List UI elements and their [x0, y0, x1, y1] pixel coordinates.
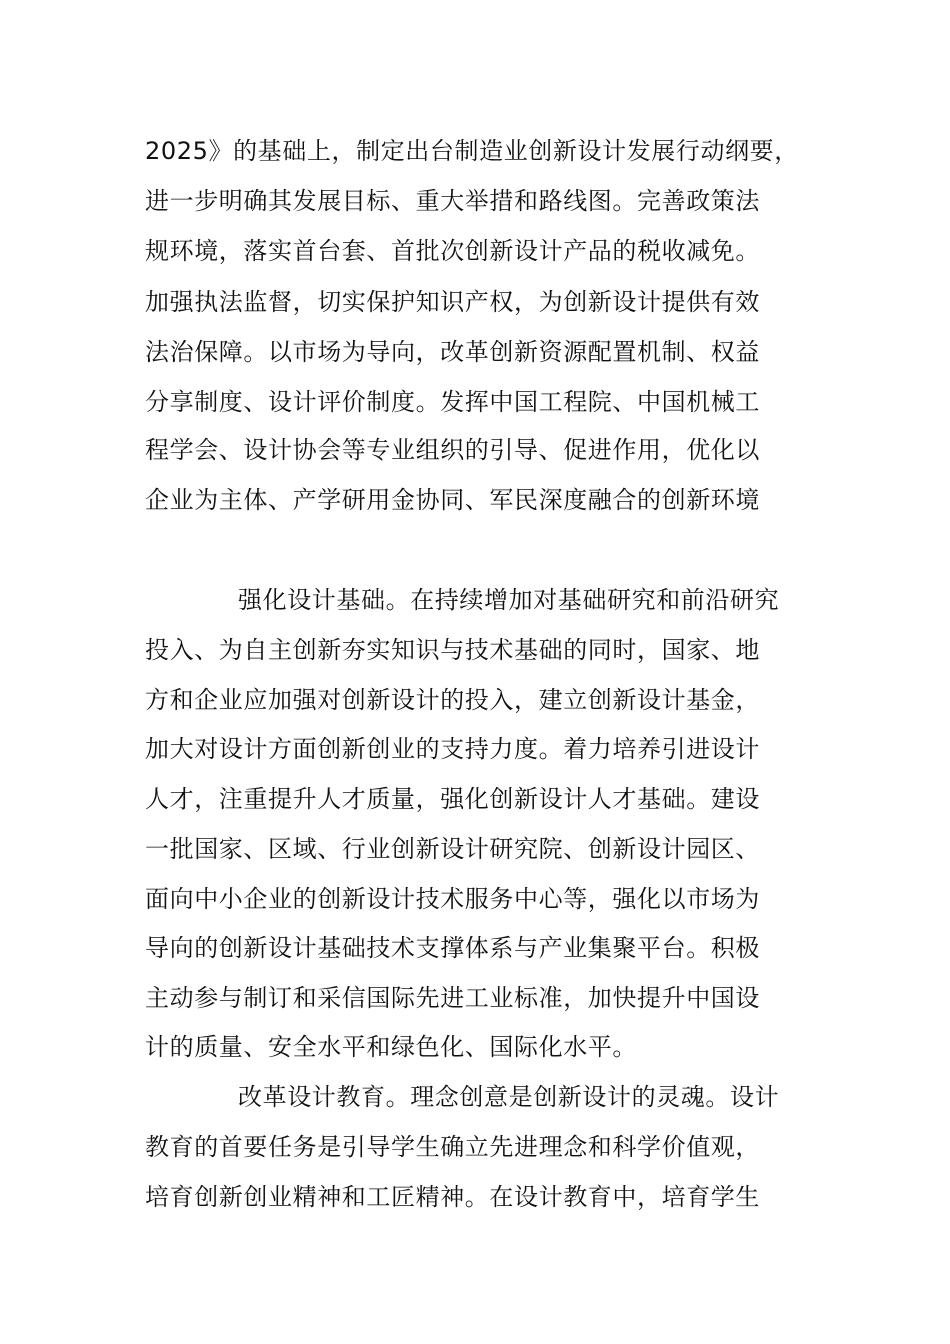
paragraph-2-line-1: 强化设计基础。在持续增加对基础研究和前沿研究: [238, 586, 780, 614]
paragraph-3-line-3: 培育创新创业精神和工匠精神。在设计教育中，培育学生: [145, 1183, 760, 1211]
paragraph-2-line-7: 面向中小企业的创新设计技术服务中心等，强化以市场为: [145, 885, 760, 913]
paragraph-1-line-4: 加强执法监督，切实保护知识产权，为创新设计提供有效: [145, 288, 760, 316]
paragraph-2-line-5: 人才，注重提升人才质量，强化创新设计人才基础。建设: [145, 785, 760, 813]
paragraph-2-line-8: 导向的创新设计基础技术支撑体系与产业集聚平台。积极: [145, 934, 760, 962]
paragraph-1-line-7: 程学会、设计协会等专业组织的引导、促进作用，优化以: [145, 436, 760, 464]
paragraph-2-line-2: 投入、为自主创新夯实知识与技术基础的同时，国家、地: [145, 636, 760, 664]
paragraph-2-line-10: 计的质量、安全水平和绿色化、国际化水平。: [145, 1033, 637, 1061]
paragraph-2-line-6: 一批国家、区域、行业创新设计研究院、创新设计园区、: [145, 835, 760, 863]
paragraph-3-line-2: 教育的首要任务是引导学生确立先进理念和科学价值观，: [145, 1133, 760, 1161]
paragraph-1-line-2: 进一步明确其发展目标、重大举措和路线图。完善政策法: [145, 187, 760, 215]
paragraph-1-line-5: 法治保障。以市场为导向，改革创新资源配置机制、权益: [145, 338, 760, 366]
paragraph-2-line-3: 方和企业应加强对创新设计的投入，建立创新设计基金，: [145, 686, 760, 714]
paragraph-1-line-3: 规环境，落实首台套、首批次创新设计产品的税收减免。: [145, 237, 760, 265]
paragraph-1-line-6: 分享制度、设计评价制度。发挥中国工程院、中国机械工: [145, 388, 760, 416]
paragraph-2-line-4: 加大对设计方面创新创业的支持力度。着力培养引进设计: [145, 735, 760, 763]
paragraph-1-line-8: 企业为主体、产学研用金协同、军民深度融合的创新环境: [145, 486, 760, 514]
paragraph-2-line-9: 主动参与制订和采信国际先进工业标准，加快提升中国设: [145, 984, 760, 1012]
paragraph-1-line-1: 2025》的基础上，制定出台制造业创新设计发展行动纲要，: [145, 137, 799, 165]
paragraph-3-line-1: 改革设计教育。理念创意是创新设计的灵魂。设计: [238, 1083, 780, 1111]
